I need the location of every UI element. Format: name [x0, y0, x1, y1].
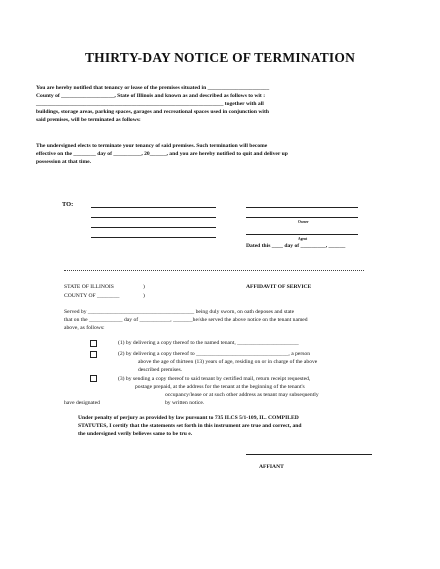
election-line-2: effective on the ________ day of __________, 20______, and you are hereby notified to quit and deliver up — [36, 151, 288, 157]
option-3-line-1: (3) by sending a copy thereof to said tenant by certified mail, return receipt requested, — [118, 376, 311, 382]
to-line-3[interactable] — [91, 227, 216, 228]
option-3-line-3: occupancy/lease or at such other address as tenant may subsequently — [165, 392, 319, 398]
to-label: TO: — [62, 201, 74, 208]
signature-line-1[interactable] — [246, 207, 358, 208]
section-divider — [64, 270, 364, 271]
owner-signature-line[interactable] — [246, 217, 358, 218]
option-3-line-2: postage prepaid, at the address for the tenant at the beginning of the tenant's — [135, 384, 305, 390]
to-line-1[interactable] — [91, 207, 216, 208]
option-2-checkbox[interactable] — [90, 351, 97, 358]
state-of: STATE OF ILLINOIS — [64, 284, 114, 290]
option-3-line-4: by written notice. — [165, 400, 205, 406]
perjury-line-1: Under penalty of perjury as provided by law pursuant to 735 ILCS 5/1-109, IL. COMPILED — [78, 415, 299, 421]
to-line-2[interactable] — [91, 217, 216, 218]
perjury-line-2: STATUTES, I certify that the statements set forth in this instrument are true and correct, and — [78, 423, 302, 429]
agent-signature-line[interactable] — [246, 234, 358, 235]
intro-line-1: You are hereby notified that tenancy or lease of the premises situated in ______________________ — [36, 85, 270, 91]
affiant-label: AFFIANT — [259, 464, 284, 470]
intro-line-5: said premises, will be terminated as follows: — [36, 117, 141, 123]
option-1-checkbox[interactable] — [90, 340, 97, 347]
served-line-3: above, as follows: — [64, 325, 105, 331]
election-line-3: possession at that time. — [36, 159, 92, 165]
served-line-2: that on the ____________ day of ___________, _______he/she served the above notice on the tenant named — [64, 317, 308, 323]
dated-line: Dated this ____ day of _________, ______ — [246, 243, 346, 249]
option-2-line-1: (2) by delivering a copy thereof to _________________________________, a person — [118, 351, 311, 357]
served-line-1: Served by ______________________________________ being duly sworn, on oath deposes and state — [64, 309, 295, 315]
option-2-line-3: described premises. — [138, 367, 183, 373]
affiant-signature-line[interactable] — [246, 454, 372, 455]
election-line-1: The undersigned elects to terminate your tenancy of said premises. Such termination will become — [36, 143, 268, 149]
option-2-line-2: above the age of thirteen (13) years of age, residing on or in charge of the above — [138, 359, 318, 365]
intro-line-4: buildings, storage areas, parking spaces, garages and recreational spaces used in conjunction with — [36, 109, 269, 115]
option-1-line-1: (1) by delivering a copy thereof to the named tenant, ______________________ — [118, 340, 299, 346]
intro-line-2: County of ___________________, State of Illinois and known as and described as follows to wit : — [36, 93, 266, 99]
have-designated: have designated — [64, 400, 100, 406]
brace-1: ) — [143, 284, 145, 290]
county-of: COUNTY OF ________ — [64, 293, 120, 299]
brace-2: ) — [143, 293, 145, 299]
perjury-line-3: the undersigned verily believes same to be tru e. — [78, 431, 193, 437]
page-title: THIRTY-DAY NOTICE OF TERMINATION — [84, 50, 356, 65]
option-3-checkbox[interactable] — [90, 375, 97, 382]
intro-line-3: ___________________________________________________________________ together with all — [36, 101, 264, 107]
affidavit-title: AFFIDAVIT OF SERVICE — [246, 284, 312, 290]
to-line-4[interactable] — [91, 237, 216, 238]
owner-label: Owner — [298, 220, 309, 224]
agent-label: Agent — [298, 237, 308, 241]
